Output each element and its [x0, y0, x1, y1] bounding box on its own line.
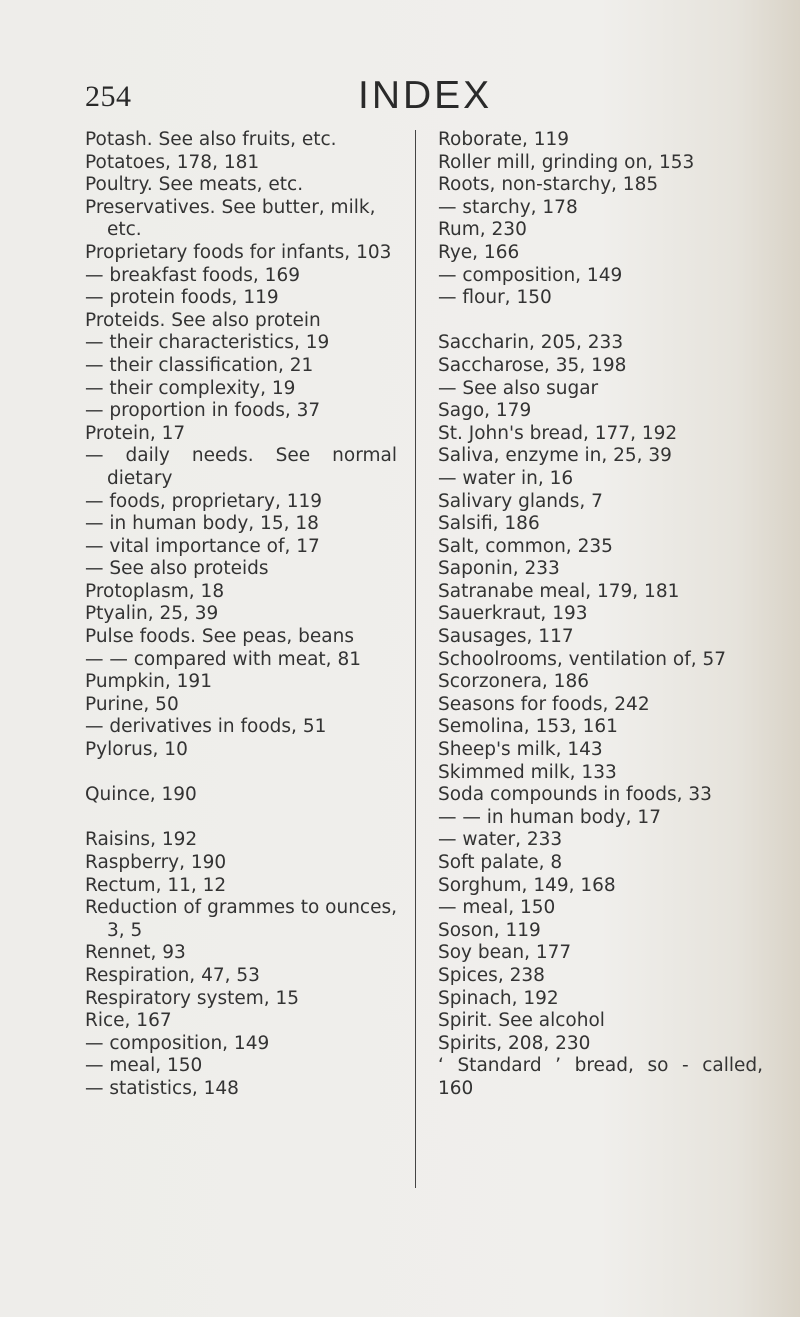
index-subentry: — proportion in foods, 37 — [85, 400, 321, 422]
index-subentry: — statistics, 148 — [85, 1077, 239, 1099]
index-subentry: — flour, 150 — [438, 287, 552, 309]
index-subentry: — See also sugar — [438, 377, 599, 399]
index-subentry: — See also proteids — [85, 558, 269, 580]
index-subentry: — meal, 150 — [85, 1055, 203, 1077]
index-entry: Saliva, enzyme in, 25, 39 — [438, 445, 672, 467]
index-subentry: — daily needs. See normal — [85, 445, 397, 467]
index-entry: Proprietary foods for infants, 103 — [85, 241, 392, 263]
index-entry-continuation: 3, 5 — [107, 919, 143, 941]
index-entry-continuation: etc. — [107, 219, 142, 241]
index-entry: Quince, 190 — [85, 784, 197, 806]
index-entry: Roborate, 119 — [438, 129, 570, 150]
index-entry: Sorghum, 149, 168 — [438, 874, 616, 896]
index-entry: Potash. See also fruits, etc. — [85, 129, 337, 150]
index-entry: Scorzonera, 186 — [438, 671, 589, 693]
index-subentry: — — compared with meat, 81 — [85, 648, 361, 670]
index-entry: ‘ Standard ’ bread, so - called, — [438, 1055, 763, 1077]
index-subentry: — composition, 149 — [85, 1032, 270, 1054]
index-entry: Saccharin, 205, 233 — [438, 332, 624, 354]
index-entry-continuation: 160 — [438, 1077, 474, 1099]
index-entry: Satranabe meal, 179, 181 — [438, 580, 680, 602]
index-entry: Sauerkraut, 193 — [438, 603, 588, 625]
right-index-column — [438, 129, 763, 1101]
index-entry: Soy bean, 177 — [438, 942, 572, 964]
index-entry: Rennet, 93 — [85, 942, 186, 964]
index-entry: Sausages, 117 — [438, 626, 574, 648]
index-subentry: — starchy, 178 — [438, 196, 578, 218]
page-header — [0, 74, 800, 126]
index-entry: Sheep's milk, 143 — [438, 739, 603, 761]
index-entry: Respiration, 47, 53 — [85, 964, 260, 986]
index-entry: Protein, 17 — [85, 422, 186, 444]
index-entry: Spinach, 192 — [438, 987, 559, 1009]
index-entry: Salsifi, 186 — [438, 513, 540, 535]
section-gap — [85, 762, 397, 785]
index-entry: Potatoes, 178, 181 — [85, 151, 260, 173]
index-entry: Roots, non-starchy, 185 — [438, 174, 659, 196]
index-entry: Saponin, 233 — [438, 558, 560, 580]
index-entry: St. John's bread, 177, 192 — [438, 422, 678, 444]
index-subentry: — composition, 149 — [438, 264, 623, 286]
index-entry: Seasons for foods, 242 — [438, 693, 650, 715]
index-entry: Rye, 166 — [438, 241, 520, 263]
index-entry: Pumpkin, 191 — [85, 671, 212, 693]
index-subentry: — foods, proprietary, 119 — [85, 490, 323, 512]
index-entry: Ptyalin, 25, 39 — [85, 603, 219, 625]
index-entry: Skimmed milk, 133 — [438, 761, 617, 783]
index-entry: Soda compounds in foods, 33 — [438, 784, 712, 806]
index-subentry: — in human body, 15, 18 — [85, 513, 319, 535]
index-entry: Rice, 167 — [85, 1010, 172, 1032]
index-subentry: — protein foods, 119 — [85, 287, 279, 309]
index-entry: Roller mill, grinding on, 153 — [438, 151, 695, 173]
index-entry: Saccharose, 35, 198 — [438, 354, 627, 376]
index-subentry: — vital importance of, 17 — [85, 535, 320, 557]
index-subentry: — water, 233 — [438, 829, 563, 851]
index-subentry: — — in human body, 17 — [438, 806, 661, 828]
index-subentry: — their classification, 21 — [85, 354, 314, 376]
index-entry: Rum, 230 — [438, 219, 527, 241]
index-entry: Soson, 119 — [438, 919, 541, 941]
index-entry: Poultry. See meats, etc. — [85, 174, 304, 196]
index-entry-continuation: dietary — [107, 467, 173, 489]
page-number: 254 — [85, 80, 132, 113]
index-entry: Preservatives. See butter, milk, — [85, 196, 376, 218]
section-gap — [85, 807, 397, 830]
index-subentry: — meal, 150 — [438, 897, 556, 919]
index-entry: Pulse foods. See peas, beans — [85, 626, 354, 648]
index-entry: Semolina, 153, 161 — [438, 716, 618, 738]
index-entry: Soft palate, 8 — [438, 852, 563, 873]
section-gap — [438, 310, 763, 333]
index-entry: Reduction of grammes to ounces, — [85, 897, 397, 919]
index-entry: Salivary glands, 7 — [438, 490, 603, 512]
left-index-column — [85, 129, 397, 1101]
index-entry: Salt, common, 235 — [438, 535, 613, 557]
index-subentry: — their complexity, 19 — [85, 377, 296, 399]
index-subentry: — water in, 16 — [438, 467, 574, 489]
page-title: INDEX — [358, 74, 493, 117]
index-entry: Rectum, 11, 12 — [85, 874, 227, 896]
index-entry: Pylorus, 10 — [85, 739, 188, 761]
index-entry: Spices, 238 — [438, 964, 545, 986]
index-entry: Purine, 50 — [85, 693, 179, 715]
index-entry: Protoplasm, 18 — [85, 580, 225, 602]
index-subentry: — derivatives in foods, 51 — [85, 716, 327, 738]
index-subentry: — their characteristics, 19 — [85, 332, 330, 354]
index-entry: Respiratory system, 15 — [85, 987, 300, 1009]
index-entry: Sago, 179 — [438, 400, 532, 422]
index-entry: Raspberry, 190 — [85, 852, 227, 873]
index-entry: Schoolrooms, ventilation of, 57 — [438, 648, 727, 670]
index-entry: Spirit. See alcohol — [438, 1010, 605, 1032]
index-entry: Proteids. See also protein — [85, 309, 321, 331]
index-entry: Spirits, 208, 230 — [438, 1032, 591, 1054]
index-subentry: — breakfast foods, 169 — [85, 264, 300, 286]
index-entry: Raisins, 192 — [85, 829, 198, 851]
column-divider — [415, 130, 416, 1188]
